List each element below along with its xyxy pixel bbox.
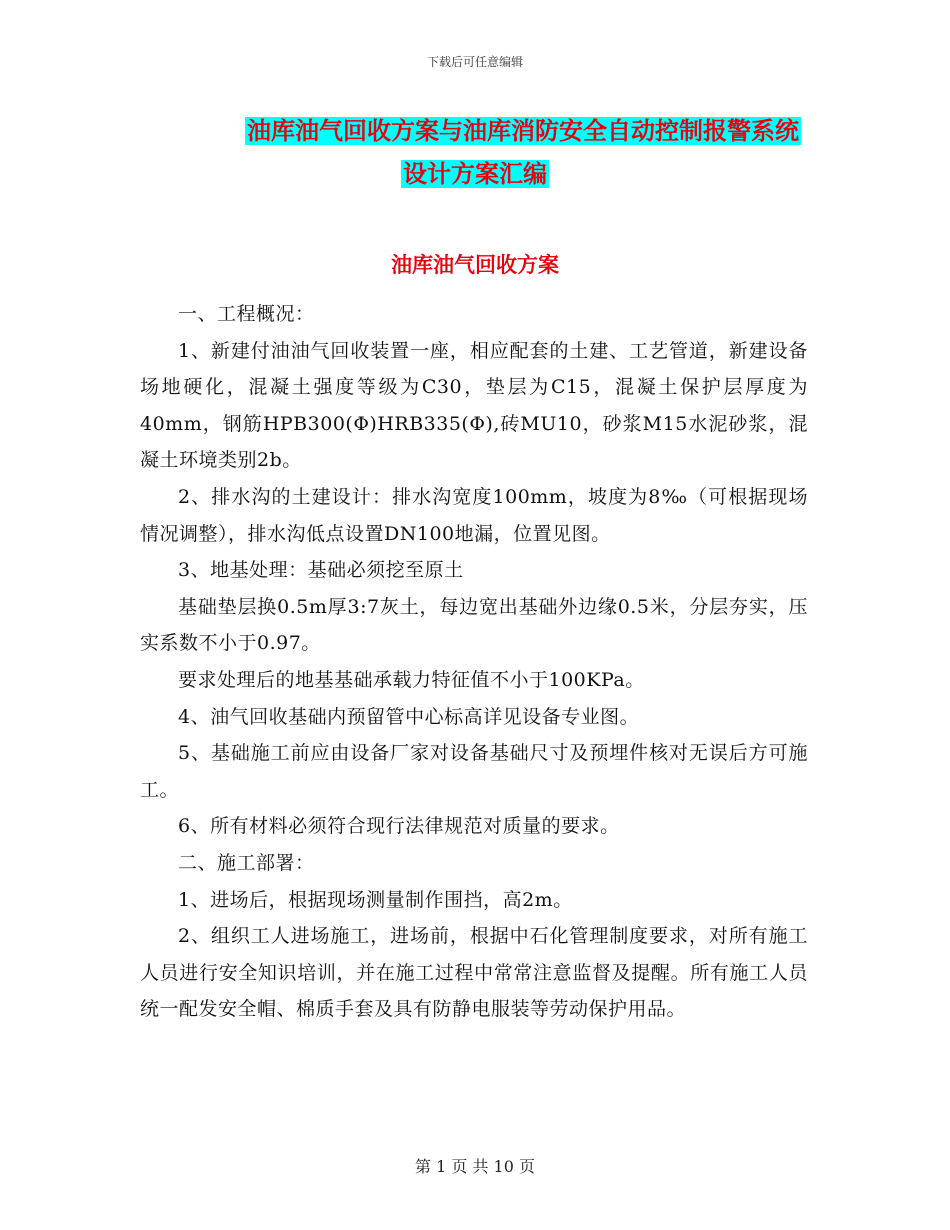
section-title: 油库油气回收方案	[391, 253, 559, 277]
header-note: 下载后可任意编辑	[426, 55, 523, 69]
document-title-line-1	[48, 114, 950, 148]
paragraph-heading-project-overview: 一、工程概况：	[178, 303, 315, 325]
paragraph: 5、基础施工前应由设备厂家对设备基础尺寸及预埋件核对无误后方可施工。	[140, 742, 808, 801]
paragraph: 6、所有材料必须符合现行法律规范对质量的要求。	[178, 815, 620, 838]
paragraph: 1、进场后，根据现场测量制作围挡，高2m。	[178, 888, 573, 911]
document-body	[140, 296, 808, 1028]
paragraph: 3、地基处理：基础必须挖至原土	[178, 559, 464, 582]
document-title-text-2: 设计方案汇编	[403, 160, 547, 188]
document-title-text-1: 油库油气回收方案与油库消防安全自动控制报警系统	[247, 117, 799, 145]
paragraph: 4、油气回收基础内预留管中心标高详见设备专业图。	[178, 705, 640, 728]
paragraph: 1、新建付油油气回收装置一座，相应配套的土建、工艺管道，新建设备场地硬化，混凝土强度等级为C30，垫层为C15，混凝土保护层厚度为40mm，钢筋HPB300(Φ)HRB335(Φ),砖MU10，砂浆M15水泥砂浆，混凝土环境类别2b。	[140, 339, 808, 472]
paragraph: 基础垫层换0.5m厚3:7灰土，每边宽出基础外边缘0.5米，分层夯实，压实系数不小于0.97。	[140, 595, 808, 655]
paragraph-heading-construction-deployment: 二、施工部署：	[178, 851, 315, 874]
paragraph: 2、组织工人进场施工，进场前，根据中石化管理制度要求，对所有施工人员进行安全知识培训，并在施工过程中常常注意监督及提醒。所有施工人员统一配发安全帽、棉质手套及具有防静电服装等劳动保护用品。	[140, 925, 808, 1021]
document-title-line-2	[0, 157, 950, 191]
paragraph: 2、排水沟的土建设计：排水沟宽度100mm，坡度为8‰（可根据现场情况调整），排水沟低点设置DN100地漏，位置见图。	[140, 485, 808, 545]
paragraph: 要求处理后的地基基础承载力特征值不小于100KPa。	[178, 668, 645, 691]
page-footer: 第 1 页 共 10 页	[415, 1157, 535, 1176]
